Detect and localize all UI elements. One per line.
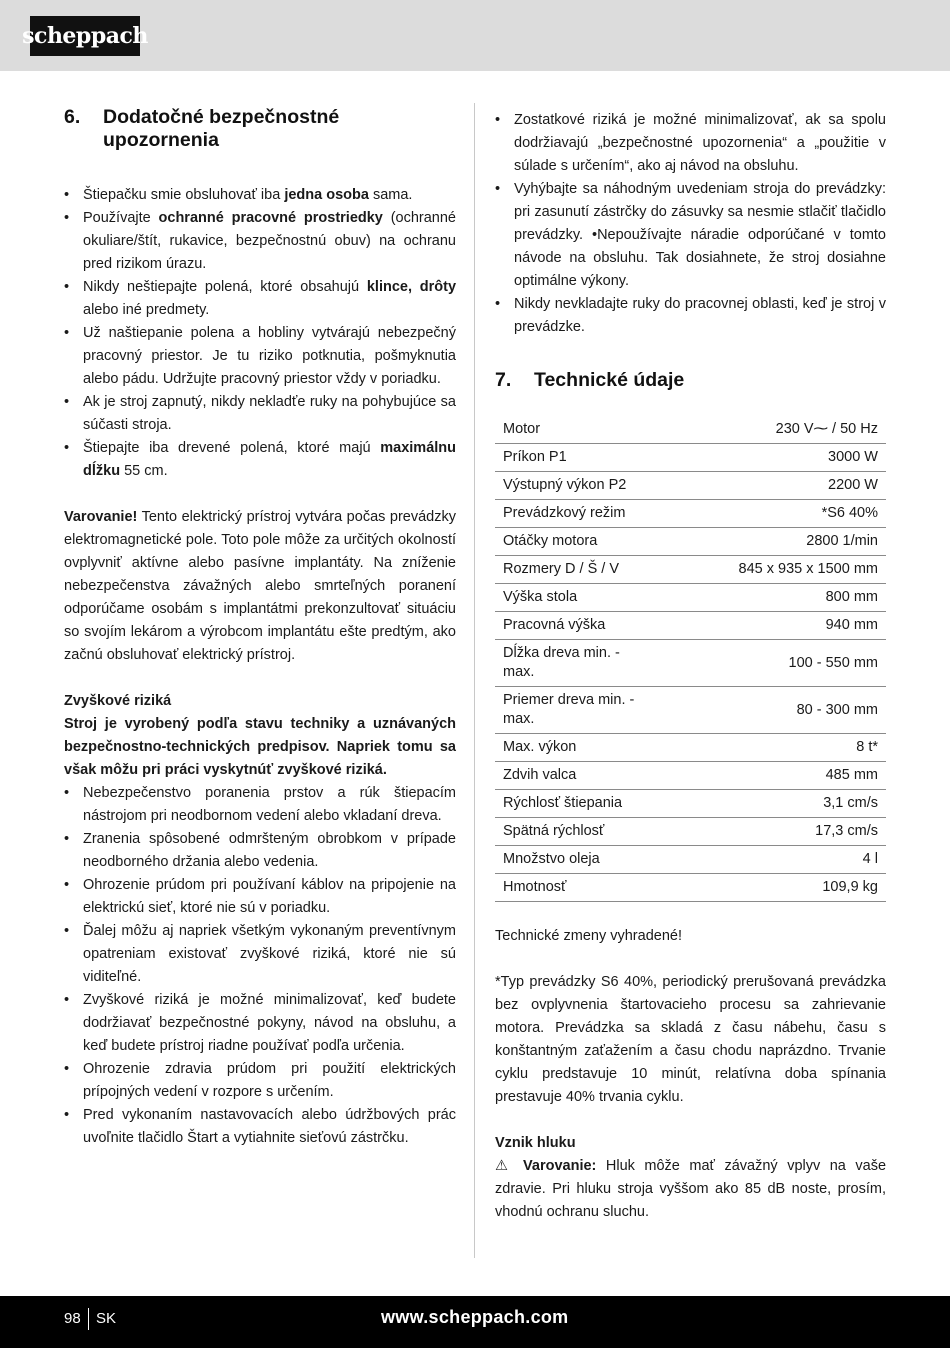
residual-risks-list-continued (495, 109, 886, 339)
warning-label: Varovanie: (523, 1158, 597, 1174)
spec-label: Zdvih valca (495, 762, 661, 790)
spec-label: Množstvo oleja (495, 846, 661, 874)
page-header (0, 0, 950, 71)
residual-risks-heading: Zvyškové riziká (64, 693, 172, 709)
list-item: • Zranenia spôsobené odmršteným obrobkom v prípade neodborného držania alebo vedenia. (64, 828, 456, 874)
technical-changes-note: Technické zmeny vyhradené! (495, 928, 682, 944)
table-row (495, 687, 886, 734)
page-number: 98 (64, 1310, 81, 1327)
language-code: SK (96, 1310, 117, 1327)
spec-value: 4 l (661, 846, 886, 874)
column-divider (474, 103, 475, 1258)
noise-warning-paragraph: ⚠ Varovanie: Hluk môže mať závažný vplyv na vaše zdravie. Pri hluku stroja vyššom ako 85 dB noste, prosím, vhodnú ochranu sluchu. (495, 1158, 887, 1220)
list-item: • Nikdy neštiepajte polená, ktoré obsahujú klince, drôty alebo iné predmety. (64, 276, 456, 322)
list-item: • Už naštiepanie polena a hobliny vytvárajú nebezpečný pracovný priestor. Je tu riziko potknutia, pošmyknutia alebo pádu. Udržujte pracovný priestor vždy v poriadku. (64, 322, 456, 391)
spec-label: Spätná rýchlosť (495, 818, 661, 846)
table-row (495, 874, 886, 902)
table-row (495, 818, 886, 846)
right-column (495, 109, 886, 1224)
list-item: • Štiepajte iba drevené polená, ktoré majú maximálnu dĺžku 55 cm. (64, 437, 456, 483)
table-row (495, 500, 886, 528)
residual-risks-list (64, 782, 456, 1150)
spec-label: Dĺžka dreva min. - max. (495, 640, 661, 687)
section-7-number: 7. (495, 369, 512, 391)
page-footer (0, 1296, 950, 1348)
section-7-heading (495, 369, 886, 392)
spec-value: 17,3 cm/s (661, 818, 886, 846)
spec-label: Rýchlosť štiepania (495, 790, 661, 818)
website-link[interactable]: www.scheppach.com (381, 1307, 569, 1327)
spec-label: Otáčky motora (495, 528, 661, 556)
spec-value: *S6 40% (661, 500, 886, 528)
table-row (495, 444, 886, 472)
spec-value: 2200 W (661, 472, 886, 500)
table-row (495, 556, 886, 584)
list-item: • Ďalej môžu aj napriek všetkým vykonaným preventívnym opatreniam existovať zvyškové riziká, ktoré nie sú viditeľné. (64, 920, 456, 989)
table-row (495, 790, 886, 818)
section-6-number: 6. (64, 106, 81, 128)
operating-mode-footnote: *Typ prevádzky S6 40%, periodický prerušovaná prevádzka bez ovplyvnenia štartovacieho procesu sa zahrievanie motora. Prevádzka sa skladá z času nábehu, času s konštantným zaťažením a času chodu naprázdno. Trvanie cyklu predstavuje 10 minút, relatívna doba spínania prestavuje 40% trvania cyklu. (495, 974, 886, 1105)
list-item: • Zvyškové riziká je možné minimalizovať, keď budete dodržiavať bezpečnostné pokyny, návod na obsluhu, a keď budete prístroj riadne používať podľa určenia. (64, 989, 456, 1058)
section-6-title: Dodatočné bezpečnostné upozornenia (103, 106, 340, 151)
table-row (495, 640, 886, 687)
list-item: • Vyhýbajte sa náhodným uvedeniam stroja do prevádzky: pri zasunutí zástrčky do zásuvky sa nesmie stlačiť tlačidlo prevádzky. •Nepoužívajte náradie odporúčané v tomto návode na obsluhu. Tak dosiahnete, že stroj dosiahne optimálne výkony. (495, 178, 886, 293)
table-row (495, 472, 886, 500)
spec-value: 109,9 kg (661, 874, 886, 902)
list-item: • Nikdy nevkladajte ruky do pracovnej oblasti, keď je stroj v prevádzke. (495, 293, 886, 339)
table-row (495, 416, 886, 444)
table-row (495, 734, 886, 762)
spec-label: Príkon P1 (495, 444, 661, 472)
spec-label: Rozmery D / Š / V (495, 556, 661, 584)
spec-value: 230 V⁓ / 50 Hz (661, 416, 886, 444)
list-item: • Ohrozenie prúdom pri používaní káblov na pripojenie na elektrickú sieť, ktoré nie sú v poriadku. (64, 874, 456, 920)
spec-label: Hmotnosť (495, 874, 661, 902)
left-column (64, 106, 456, 1150)
footer-separator (88, 1308, 89, 1330)
spec-value: 940 mm (661, 612, 886, 640)
spec-label: Prevádzkový režim (495, 500, 661, 528)
list-item: • Používajte ochranné pracovné prostriedky (ochranné okuliare/štít, rukavice, bezpečnostnú obuv) na ochranu pred rizikom úrazu. (64, 207, 456, 276)
spec-label: Pracovná výška (495, 612, 661, 640)
section-7-title: Technické údaje (534, 369, 685, 391)
spec-value: 3000 W (661, 444, 886, 472)
section-6-heading (64, 106, 456, 152)
list-item: • Nebezpečenstvo poranenia prstov a rúk štiepacím nástrojom pri neodbornom vedení alebo vkladaní dreva. (64, 782, 456, 828)
table-row (495, 612, 886, 640)
spec-label: Výstupný výkon P2 (495, 472, 661, 500)
technical-data-table (495, 416, 886, 902)
list-item: • Ohrozenie zdravia prúdom pri použití elektrických prípojných vedení v rozpore s určením. (64, 1058, 456, 1104)
residual-risks-intro: Stroj je vyrobený podľa stavu techniky a uznávaných bezpečnostno-technických predpisov. Napriek tomu sa však môžu pri práci vyskytnúť zvyškové riziká. (64, 716, 456, 778)
spec-value: 485 mm (661, 762, 886, 790)
warning-label: Varovanie! (64, 509, 138, 525)
spec-label: Výška stola (495, 584, 661, 612)
emf-warning-paragraph: Varovanie! Tento elektrický prístroj vytvára počas prevádzky elektromagnetické pole. Toto pole môže za určitých okolností ovplyvniť aktívne alebo pasívne implantáty. Na zníženie nebezpečenstva závažných alebo smrteľných poranení odporúčame osobám s implantátmi prekonzultovať situáciu so svojím lekárom a výrobcom implantátu ešte predtým, ako začnú obsluhovať elektrický prístroj. (64, 509, 456, 663)
spec-label: Max. výkon (495, 734, 661, 762)
table-row (495, 584, 886, 612)
noise-heading: Vznik hluku (495, 1135, 576, 1151)
spec-label: Motor (495, 416, 661, 444)
spec-label: Priemer dreva min. - max. (495, 687, 661, 734)
spec-value: 2800 1/min (661, 528, 886, 556)
scheppach-logo: scheppach (30, 16, 140, 56)
table-row (495, 846, 886, 874)
spec-value: 800 mm (661, 584, 886, 612)
list-item: • Zostatkové riziká je možné minimalizovať, ak sa spolu dodržiavajú „bezpečnostné upozornenia“ a „použitie v súlade s určením“, ako aj návod na obsluhu. (495, 109, 886, 178)
spec-value: 3,1 cm/s (661, 790, 886, 818)
list-item: • Štiepačku smie obsluhovať iba jedna osoba sama. (64, 184, 456, 207)
warning-triangle-icon: ⚠ (495, 1158, 514, 1174)
safety-bullet-list (64, 184, 456, 483)
spec-value: 8 t* (661, 734, 886, 762)
table-row (495, 528, 886, 556)
list-item: • Pred vykonaním nastavovacích alebo údržbových prác uvoľnite tlačidlo Štart a vytiahnite sieťovú zástrčku. (64, 1104, 456, 1150)
spec-value: 80 - 300 mm (661, 687, 886, 734)
list-item: • Ak je stroj zapnutý, nikdy nekladťe ruky na pohybujúce sa súčasti stroja. (64, 391, 456, 437)
spec-value: 845 x 935 x 1500 mm (661, 556, 886, 584)
table-row (495, 762, 886, 790)
spec-value: 100 - 550 mm (661, 640, 886, 687)
